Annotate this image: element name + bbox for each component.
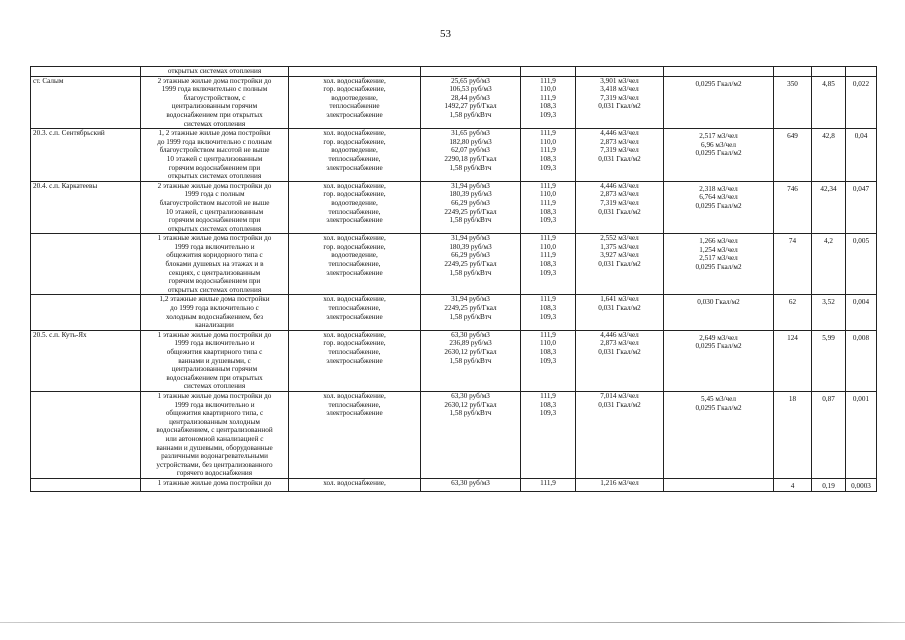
index-cell — [521, 76, 576, 129]
services-cell — [289, 234, 421, 295]
norm-cell-line: 0,031 Гкал/м2 — [598, 154, 641, 163]
norm2-cell-line: 6,96 м3/чел — [701, 140, 736, 149]
services-cell-line: хол. водоснабжение, — [323, 295, 386, 304]
index-cell-line: 111,9 — [540, 295, 556, 304]
tariff-cell-line: 31,94 руб/м3 — [451, 234, 490, 243]
tariff-cell-line: 236,89 руб/м3 — [449, 339, 492, 348]
tariff-cell-line: 25,65 руб/м3 — [451, 76, 490, 85]
norm2-cell-line: 0,0295 Гкал/м2 — [695, 403, 742, 412]
settlement-cell: ст. Салым — [31, 76, 141, 129]
description-cell-line: 1 этажные жилые дома постройки до — [157, 391, 272, 400]
description-cell-line: 10 этажей с централизованным — [166, 154, 263, 163]
services-cell-line: хол. водоснабжение, — [323, 330, 386, 339]
tariff-cell — [421, 181, 521, 234]
description-cell — [141, 478, 289, 491]
index-cell-line: 111,9 — [540, 234, 556, 243]
services-cell-line: гор. водоснабжение, — [323, 85, 386, 94]
table-row — [31, 76, 877, 129]
services-cell-line: электроснабжение — [326, 356, 383, 365]
tariff-cell-line: 1,58 руб/кВтч — [449, 356, 492, 365]
description-cell-line: системах отопления — [183, 382, 246, 391]
tariff-cell — [421, 391, 521, 478]
services-cell-line: теплоснабжение, — [328, 348, 381, 356]
norm2-cell-line: 1,254 м3/чел — [699, 245, 738, 254]
norm-cell — [576, 295, 664, 330]
description-cell-line: централизованным горячим — [171, 365, 258, 374]
tariff-cell-line: 66,29 руб/м3 — [451, 251, 490, 260]
services-cell-line: хол. водоснабжение, — [323, 234, 386, 243]
norm2-cell-line: 2,517 м3/чел — [699, 132, 738, 141]
norm2-cell-line: 1,266 м3/чел — [699, 237, 738, 246]
description-cell-line: секциях, с централизованным — [168, 268, 261, 277]
description-cell-line: 1 этажные жилые дома постройки до — [157, 234, 272, 243]
tariff-cell-line: 2630,12 руб/Гкал — [444, 348, 497, 356]
description-cell — [141, 129, 289, 182]
value2-cell: 0,87 — [812, 391, 846, 478]
index-cell-line: 110,0 — [540, 190, 556, 199]
services-cell-line: электроснабжение — [326, 268, 383, 277]
services-cell-line: электроснабжение — [326, 163, 383, 172]
tariff-cell-line: 2290,18 руб/Гкал — [444, 154, 497, 163]
value1-cell: 74 — [774, 234, 812, 295]
norm2-cell-line: 0,0295 Гкал/м2 — [695, 201, 742, 210]
tariff-cell-line: 1,58 руб/кВтч — [449, 163, 492, 172]
services-cell-line: хол. водоснабжение, — [323, 478, 386, 487]
description-cell-line: 1999 года включительно и — [174, 400, 255, 409]
index-cell-line: 111,9 — [540, 181, 556, 190]
description-cell-line: благоустройством высотой не выше — [159, 146, 270, 155]
norm-cell-line: 7,319 м3/чел — [600, 198, 639, 207]
index-cell-line: 111,9 — [540, 251, 556, 260]
index-cell-line: 109,3 — [539, 356, 557, 365]
tariff-cell-line: 63,30 руб/м3 — [451, 391, 490, 400]
index-cell — [521, 295, 576, 330]
description-cell-line: 2 этажные жилые дома постройки до — [157, 76, 272, 85]
description-cell — [141, 234, 289, 295]
settlement-cell — [31, 234, 141, 295]
norm2-cell — [664, 234, 774, 295]
description-cell-line: 1999 года включительно и — [174, 339, 255, 348]
description-cell-line: горячего водоснабжения — [176, 469, 253, 478]
norm-cell-line: 1,375 м3/чел — [600, 242, 639, 251]
description-cell-line: 1 этажные жилые дома постройки до — [157, 478, 272, 487]
description-cell-line: открытых системах отопления — [167, 172, 262, 181]
norm-cell-line: 0,031 Гкал/м2 — [598, 260, 641, 269]
index-cell-line: 108,3 — [539, 102, 557, 111]
value2-cell: 42,34 — [812, 181, 846, 234]
index-cell — [521, 181, 576, 234]
norm-cell-line: 1,641 м3/чел — [600, 295, 639, 304]
index-cell — [521, 234, 576, 295]
value1-cell: 746 — [774, 181, 812, 234]
norm-cell-line: 3,418 м3/чел — [600, 85, 639, 94]
index-cell-line: 108,3 — [539, 400, 557, 409]
index-cell-line: 109,3 — [539, 110, 557, 119]
description-cell-line: открытых системах отопления — [167, 224, 262, 233]
norm-cell-line: 0,031 Гкал/м2 — [598, 400, 641, 409]
services-cell-line: хол. водоснабжение, — [323, 391, 386, 400]
value3-cell: 0,04 — [846, 129, 877, 182]
index-cell-line: 108,3 — [539, 304, 557, 313]
index-cell-line: 110,0 — [540, 85, 556, 94]
settlement-cell — [31, 67, 141, 77]
description-cell-line: 10 этажей, с централизованным — [165, 207, 264, 216]
index-cell-line: 110,0 — [540, 137, 556, 146]
value1-cell: 350 — [774, 76, 812, 129]
description-cell-line: до 1999 года включительно с полным — [157, 137, 272, 146]
norm-cell-line: 2,552 м3/чел — [600, 234, 639, 243]
settlement-cell — [31, 478, 141, 491]
services-cell-line: теплоснабжение, — [328, 400, 381, 409]
index-cell — [521, 478, 576, 491]
value3-cell: 0,0003 — [846, 478, 877, 491]
tariff-cell-line: 2630,12 руб/Гкал — [444, 400, 497, 409]
description-cell-line: 1, 2 этажные жилые дома постройки — [158, 129, 271, 138]
norm2-cell-line: 2,517 м3/чел — [699, 254, 738, 263]
table-row — [31, 129, 877, 182]
norm2-cell-line: 0,0295 Гкал/м2 — [695, 342, 742, 351]
norm-cell-line: 3,927 м3/чел — [600, 251, 639, 260]
norm2-cell-line: 0,0295 Гкал/м2 — [695, 263, 742, 272]
description-cell-line: канализации — [195, 321, 234, 330]
tariff-cell-line: 2249,25 руб/Гкал — [444, 304, 497, 313]
value1-cell: 649 — [774, 129, 812, 182]
index-cell-line: 109,3 — [539, 216, 557, 225]
norm-cell — [576, 181, 664, 234]
empty-cell — [774, 67, 812, 77]
description-cell-line: устройствами, без централизованного — [156, 460, 273, 469]
norm-cell-line: 2,873 м3/чел — [600, 137, 639, 146]
description-cell — [141, 181, 289, 234]
description-cell-line: водоснабжением при открытых — [166, 110, 263, 119]
norm-cell-line: 0,031 Гкал/м2 — [598, 304, 641, 313]
services-cell-line: электроснабжение — [326, 312, 383, 321]
tariff-cell-line: 31,94 руб/м3 — [451, 181, 490, 190]
description-cell-line: открытых системах отопления — [167, 67, 262, 75]
description-cell-line: общежития квартирного типа с — [166, 348, 263, 356]
index-cell — [521, 129, 576, 182]
index-cell-line: 108,3 — [539, 154, 557, 163]
services-cell — [289, 181, 421, 234]
norm2-cell — [664, 478, 774, 491]
services-cell-line: гор. водоснабжение, — [323, 137, 386, 146]
value3-cell: 0,047 — [846, 181, 877, 234]
norm2-cell-line: 6,764 м3/чел — [699, 193, 738, 202]
norm-cell — [576, 478, 664, 491]
services-cell-line: теплоснабжение, — [328, 207, 381, 216]
tariff-cell-line: 182,80 руб/м3 — [449, 137, 492, 146]
norm-cell-line: 7,319 м3/чел — [600, 146, 639, 155]
tariff-cell-line: 1,58 руб/кВтч — [449, 312, 492, 321]
index-cell-line: 111,9 — [540, 93, 556, 102]
value3-cell: 0,008 — [846, 330, 877, 391]
services-cell — [289, 478, 421, 491]
description-cell-line: открытых системах отопления — [167, 285, 262, 294]
tariff-cell-line: 1,58 руб/кВтч — [449, 110, 492, 119]
index-cell-line: 108,3 — [539, 207, 557, 216]
services-cell-line: теплоснабжение, — [328, 304, 381, 313]
index-cell-line: 110,0 — [540, 242, 556, 251]
value1-cell: 18 — [774, 391, 812, 478]
services-cell-line: водоотведение, — [331, 93, 378, 102]
description-cell-line: холодным водоснабжением, без — [165, 312, 264, 321]
norm-cell-line: 7,319 м3/чел — [600, 93, 639, 102]
value3-cell: 0,004 — [846, 295, 877, 330]
tariff-cell-line: 1,58 руб/кВтч — [449, 216, 492, 225]
table-row — [31, 181, 877, 234]
page-number: 53 — [440, 28, 451, 40]
services-cell-line: гор. водоснабжение, — [323, 339, 386, 348]
tariff-cell — [421, 478, 521, 491]
table-row-continuation — [31, 67, 877, 77]
empty-cell — [421, 67, 521, 77]
description-cell-line: централизованным горячим — [171, 102, 258, 111]
description-cell-line: водоснабжением при открытых — [166, 373, 263, 382]
value1-cell: 4 — [774, 478, 812, 491]
tariff-cell-line: 31,65 руб/м3 — [451, 129, 490, 138]
index-cell-line: 111,9 — [540, 478, 556, 487]
services-cell — [289, 330, 421, 391]
index-cell-line: 111,9 — [540, 76, 556, 85]
norm-cell — [576, 234, 664, 295]
norm2-cell-line: 0,0295 Гкал/м2 — [695, 149, 742, 158]
table-row — [31, 234, 877, 295]
table-row — [31, 330, 877, 391]
norm2-cell — [664, 76, 774, 129]
norm-cell — [576, 129, 664, 182]
tariff-cell — [421, 234, 521, 295]
empty-cell — [289, 67, 421, 77]
tariff-cell-line: 2249,25 руб/Гкал — [444, 260, 497, 269]
tariff-cell-line: 106,53 руб/м3 — [449, 85, 492, 94]
services-cell-line: электроснабжение — [326, 409, 383, 418]
description-cell-line: благоустройством высотой не выше — [159, 198, 270, 207]
value3-cell: 0,001 — [846, 391, 877, 478]
tariff-cell-line: 1492,27 руб/Гкал — [444, 102, 497, 111]
empty-cell — [846, 67, 877, 77]
norm-cell-line: 2,873 м3/чел — [600, 190, 639, 199]
empty-cell — [664, 67, 774, 77]
services-cell-line: теплоснабжение — [329, 102, 380, 111]
services-cell — [289, 295, 421, 330]
description-cell-line: 2 этажные жилые дома постройки до — [157, 181, 272, 190]
empty-cell — [812, 67, 846, 77]
services-cell-line: хол. водоснабжение, — [323, 76, 386, 85]
norm-cell-line: 0,031 Гкал/м2 — [598, 102, 641, 111]
tariff-cell-line: 63,30 руб/м3 — [451, 330, 490, 339]
description-cell-line: общежития коридорного типа с — [166, 251, 263, 260]
tariff-cell-line: 63,30 руб/м3 — [451, 478, 490, 487]
value2-cell: 3,52 — [812, 295, 846, 330]
index-cell-line: 111,9 — [540, 330, 556, 339]
index-cell-line: 111,9 — [540, 129, 556, 138]
norm2-cell — [664, 295, 774, 330]
description-cell-line: централизованным холодным — [169, 417, 260, 426]
norm-cell — [576, 76, 664, 129]
norm2-cell — [664, 181, 774, 234]
tariff-table — [30, 66, 877, 492]
description-cell-line: системах отопления — [183, 119, 246, 128]
norm-cell-line: 1,216 м3/чел — [600, 478, 639, 487]
settlement-cell: 20.4. с.п. Каркатеевы — [31, 181, 141, 234]
empty-cell — [576, 67, 664, 77]
norm-cell-line: 2,873 м3/чел — [600, 339, 639, 348]
tariff-cell — [421, 330, 521, 391]
settlement-cell: 20.5. с.п. Куть-Ях — [31, 330, 141, 391]
value3-cell: 0,022 — [846, 76, 877, 129]
tariff-cell-line: 180,39 руб/м3 — [449, 242, 492, 251]
services-cell — [289, 129, 421, 182]
description-cell — [141, 295, 289, 330]
description-cell-line: 1,2 этажные жилые дома постройки — [159, 295, 270, 304]
tariff-cell-line: 66,29 руб/м3 — [451, 198, 490, 207]
settlement-cell: 20.3. с.п. Сентябрьский — [31, 129, 141, 182]
index-cell-line: 111,9 — [540, 146, 556, 155]
description-cell-line: ваннами и душевыми, с — [178, 356, 251, 365]
description-cell — [141, 330, 289, 391]
description-cell-line: блоками душевых на этажах и в — [165, 260, 264, 269]
value3-cell: 0,005 — [846, 234, 877, 295]
description-cell-line: ваннами и душевыми, оборудованные — [156, 443, 273, 452]
description-cell-line: или автономной канализацией с — [165, 434, 264, 443]
services-cell-line: электроснабжение — [326, 216, 383, 225]
description-cell-line: общежития квартирного типа, с — [165, 409, 264, 418]
services-cell — [289, 76, 421, 129]
tariff-cell-line: 62,07 руб/м3 — [451, 146, 490, 155]
tariff-cell-line: 180,39 руб/м3 — [449, 190, 492, 199]
services-cell-line: водоотведение, — [331, 146, 378, 155]
value2-cell: 0,19 — [812, 478, 846, 491]
norm-cell-line: 4,446 м3/чел — [600, 181, 639, 190]
norm-cell-line: 4,446 м3/чел — [600, 330, 639, 339]
index-cell — [521, 391, 576, 478]
value2-cell: 4,85 — [812, 76, 846, 129]
description-cell-line: различными водонагревательными — [161, 452, 268, 461]
norm2-cell — [664, 391, 774, 478]
norm2-cell-line: 0,030 Гкал/м2 — [697, 298, 740, 307]
norm-cell-line: 4,446 м3/чел — [600, 129, 639, 138]
norm2-cell-line: 2,318 м3/чел — [699, 184, 738, 193]
value1-cell: 124 — [774, 330, 812, 391]
table-row — [31, 391, 877, 478]
index-cell-line: 109,3 — [539, 312, 557, 321]
index-cell-line: 111,9 — [540, 391, 556, 400]
norm-cell-line: 0,031 Гкал/м2 — [598, 348, 641, 356]
norm-cell-line: 0,031 Гкал/м2 — [598, 207, 641, 216]
description-cell-line: до 1999 года включительно с — [170, 304, 259, 313]
description-cell — [141, 67, 289, 77]
services-cell-line: теплоснабжение, — [328, 260, 381, 269]
description-cell — [141, 76, 289, 129]
services-cell-line: гор. водоснабжение, — [323, 190, 386, 199]
index-cell — [521, 330, 576, 391]
services-cell-line: водоотведение, — [331, 198, 378, 207]
norm-cell — [576, 330, 664, 391]
services-cell-line: хол. водоснабжение, — [323, 181, 386, 190]
description-cell — [141, 391, 289, 478]
settlement-cell — [31, 391, 141, 478]
index-cell-line: 109,3 — [539, 268, 557, 277]
norm2-cell-line: 0,0295 Гкал/м2 — [695, 79, 742, 88]
tariff-cell-line: 31,94 руб/м3 — [451, 295, 490, 304]
services-cell-line: водоотведение, — [331, 251, 378, 260]
tariff-cell — [421, 129, 521, 182]
description-cell-line: горячим водоснабжением при — [168, 163, 261, 172]
value2-cell: 4,2 — [812, 234, 846, 295]
tariff-cell-line: 28,44 руб/м3 — [451, 93, 490, 102]
description-cell-line: 1 этажные жилые дома постройки до — [157, 330, 272, 339]
settlement-cell — [31, 295, 141, 330]
norm2-cell-line: 2,649 м3/чел — [699, 333, 738, 342]
index-cell-line: 108,3 — [539, 260, 557, 269]
table-row — [31, 478, 877, 491]
services-cell-line: теплоснабжение, — [328, 154, 381, 163]
description-cell-line: горячим водоснабжением при — [168, 277, 261, 286]
index-cell-line: 109,3 — [539, 409, 557, 418]
norm2-cell — [664, 129, 774, 182]
services-cell-line: гор. водоснабжение, — [323, 242, 386, 251]
index-cell-line: 111,9 — [540, 198, 556, 207]
index-cell-line: 110,0 — [540, 339, 556, 348]
description-cell-line: 1999 года включительно и — [174, 242, 255, 251]
norm-cell-line: 7,014 м3/чел — [600, 391, 639, 400]
tariff-cell-line: 2249,25 руб/Гкал — [444, 207, 497, 216]
description-cell-line: благоустройством, с — [183, 93, 246, 102]
tariff-cell-line: 1,58 руб/кВтч — [449, 268, 492, 277]
empty-cell — [521, 67, 576, 77]
description-cell-line: 1999 года с полным — [184, 190, 245, 199]
value1-cell: 62 — [774, 295, 812, 330]
description-cell-line: горячим водоснабжением при — [168, 216, 261, 225]
description-cell-line: водоснабжением, с централизованной — [156, 426, 273, 435]
value2-cell: 42,8 — [812, 129, 846, 182]
tariff-cell — [421, 76, 521, 129]
index-cell-line: 109,3 — [539, 163, 557, 172]
value2-cell: 5,99 — [812, 330, 846, 391]
tariff-cell — [421, 295, 521, 330]
table-row — [31, 295, 877, 330]
index-cell-line: 108,3 — [539, 348, 557, 356]
services-cell-line: хол. водоснабжение, — [323, 129, 386, 138]
norm2-cell — [664, 330, 774, 391]
norm-cell-line: 3,901 м3/чел — [600, 76, 639, 85]
scan-artifact-line — [0, 622, 905, 623]
norm-cell — [576, 391, 664, 478]
services-cell — [289, 391, 421, 478]
tariff-cell-line: 1,58 руб/кВтч — [449, 409, 492, 418]
services-cell-line: электроснабжение — [326, 110, 383, 119]
norm2-cell-line: 5,45 м3/чел — [701, 394, 736, 403]
description-cell-line: 1999 года включительно с полным — [161, 85, 268, 94]
